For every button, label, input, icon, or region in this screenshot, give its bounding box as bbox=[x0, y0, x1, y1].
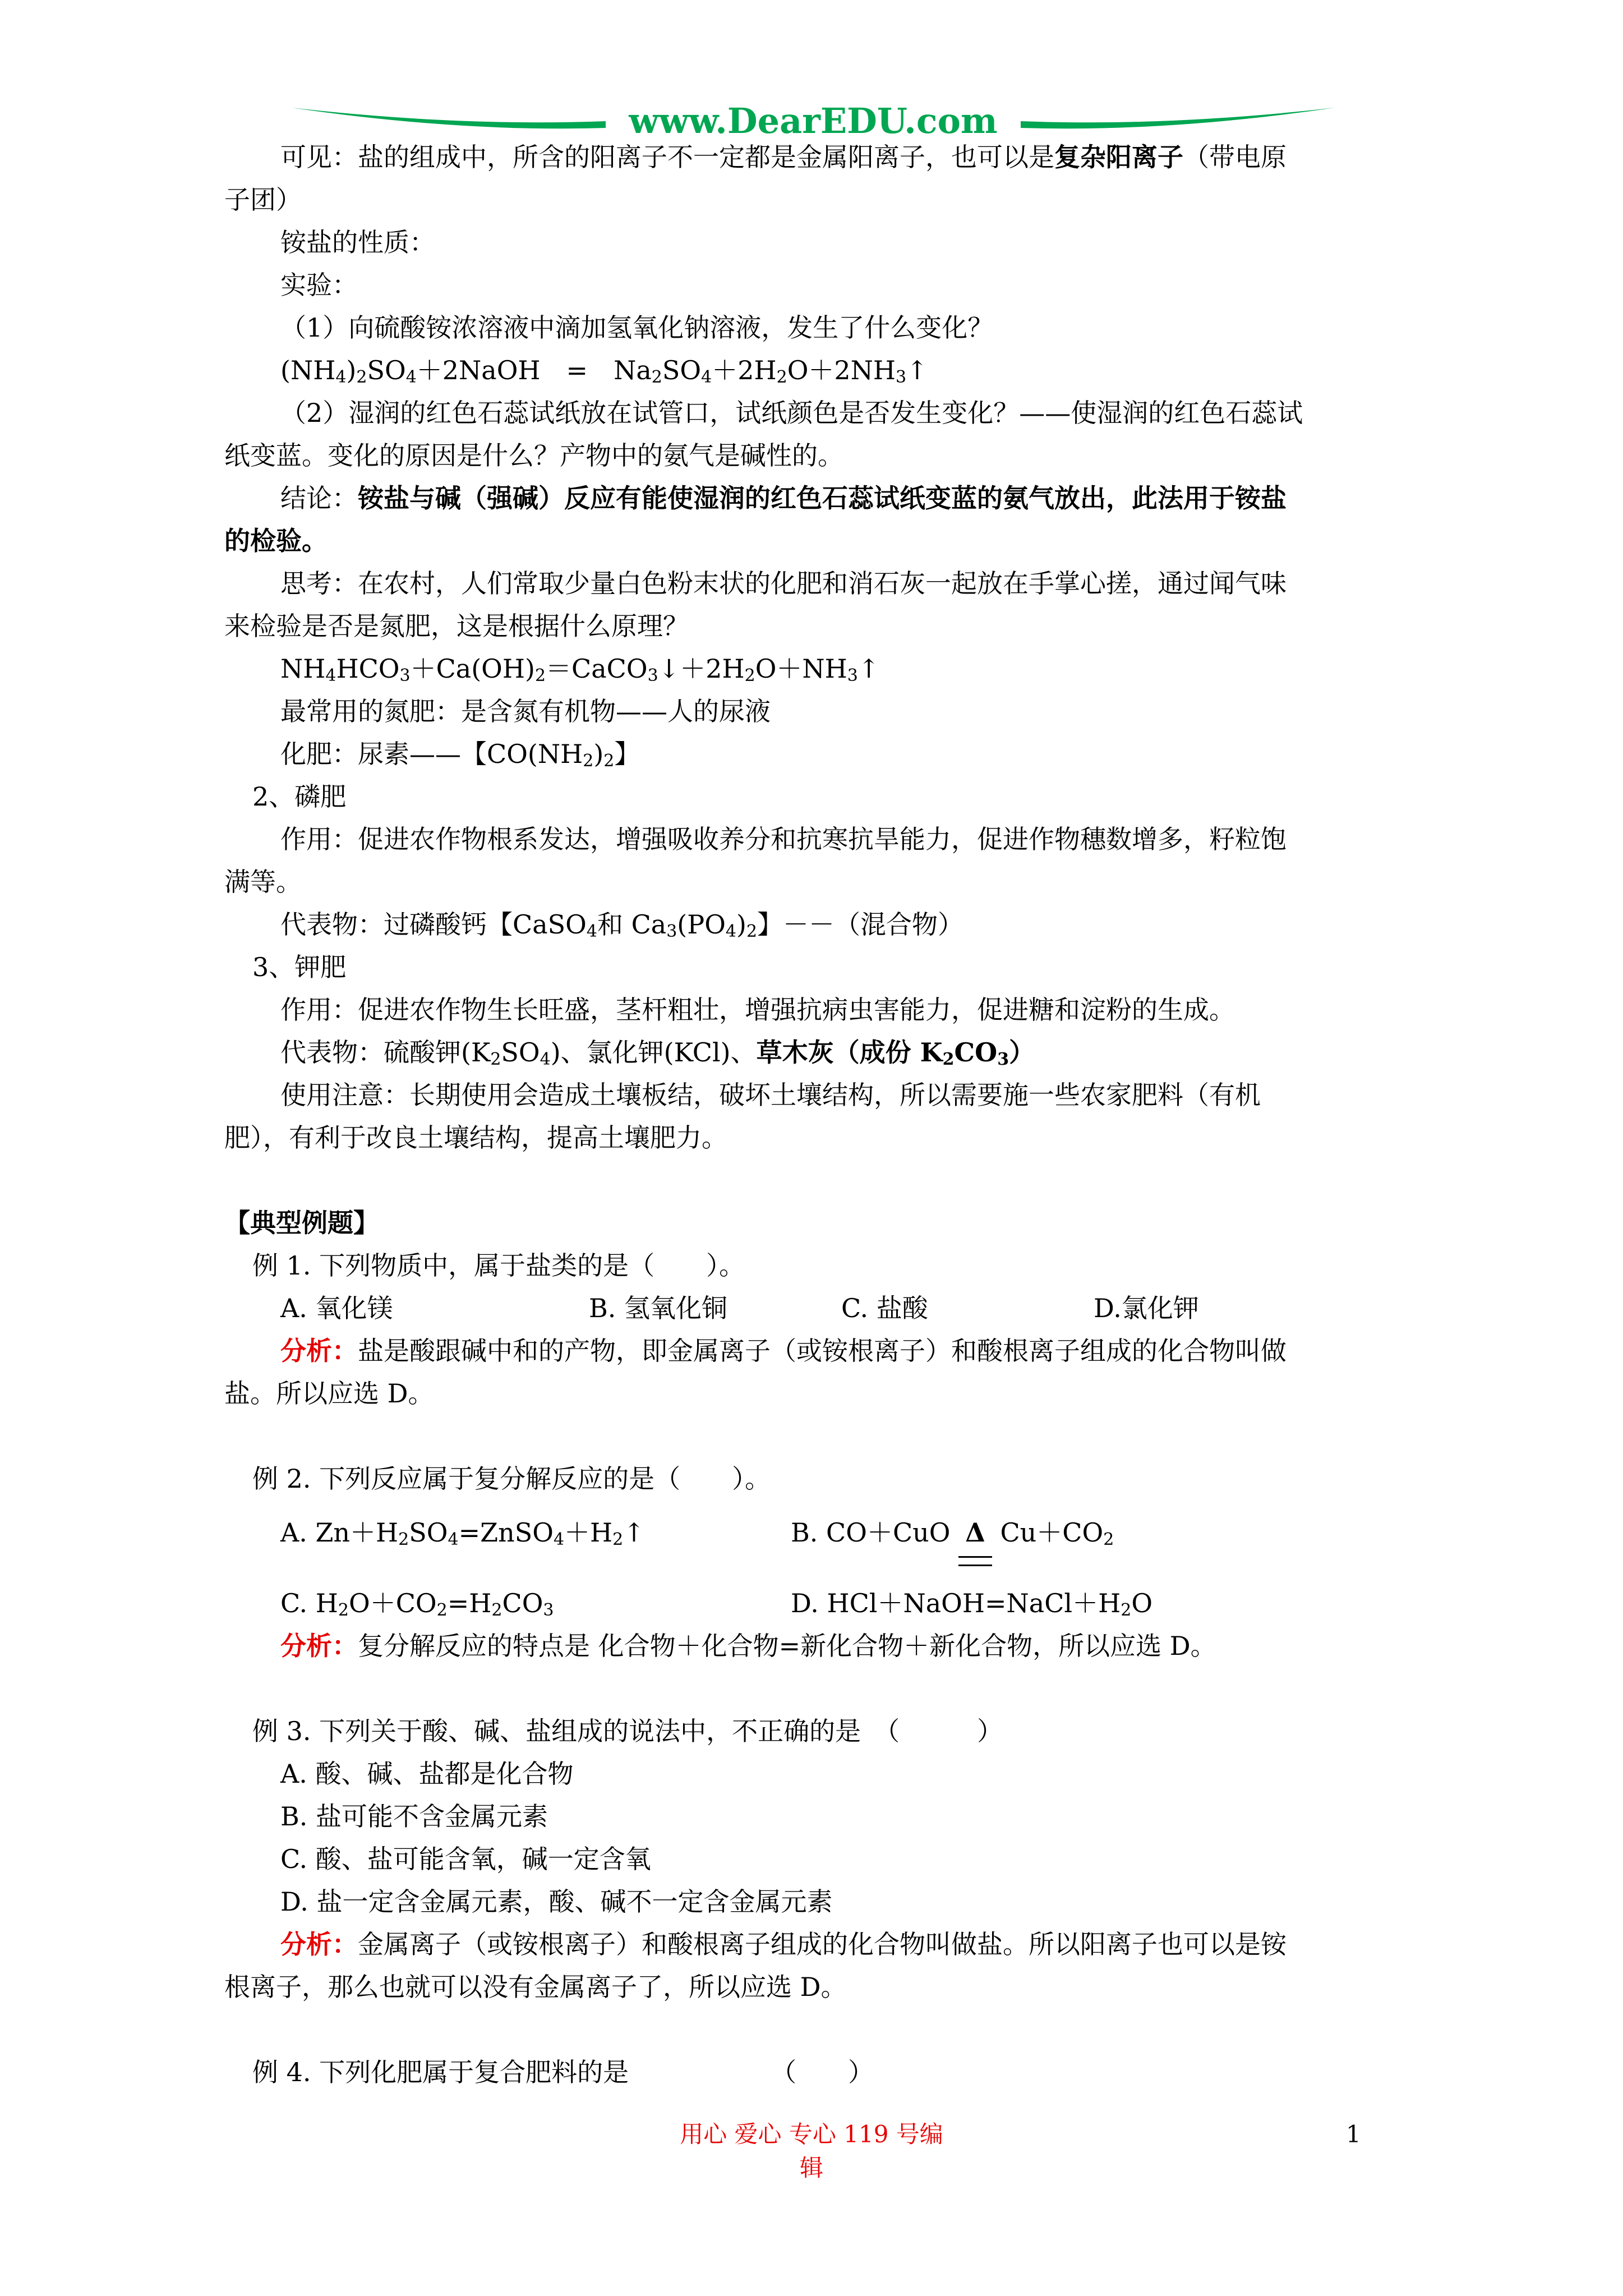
example-4-question: 例 4. 下列化肥属于复合肥料的是 （ ） bbox=[252, 2057, 874, 2087]
paragraph: 纸变蓝。变化的原因是什么？产物中的氨气是碱性的。 bbox=[224, 440, 843, 471]
example-3-option-c: C. 酸、盐可能含氧，碱一定含氧 bbox=[280, 1844, 651, 1874]
equation: $NH_4HCO_3+Ca(OH)_2=CaCO_3↓+2H_2O+NH_3↑$ bbox=[280, 654, 880, 685]
paragraph: 代表物：硫酸钾$(K_2SO_4)$、氯化钾(KCl)、草木灰（成份 $K_2CO_3$） bbox=[280, 1037, 1035, 1069]
example-3-analysis: 分析：金属离子（或铵根离子）和酸根离子组成的化合物叫做盐。所以阳离子也可以是铵 bbox=[280, 1929, 1287, 1959]
footer-credit: 用心 爱心 专心 119 号编辑 bbox=[680, 2120, 943, 2182]
paragraph: 作用：促进农作物生长旺盛，茎杆粗壮，增强抗病虫害能力，促进糖和淀粉的生成。 bbox=[280, 995, 1235, 1025]
example-1-question: 例 1. 下列物质中，属于盐类的是（ ）。 bbox=[252, 1250, 745, 1281]
heat-delta-sign: Δ bbox=[958, 1511, 992, 1554]
paragraph: 作用：促进农作物根系发达，增强吸收养分和抗寒抗旱能力，促进作物穗数增多，籽粒饱 bbox=[280, 824, 1287, 854]
paragraph: 使用注意：长期使用会造成土壤板结，破坏土壤结构，所以需要施一些农家肥料（有机 bbox=[280, 1080, 1261, 1110]
example-3-question: 例 3. 下列关于酸、碱、盐组成的说法中，不正确的是 （ ） bbox=[252, 1716, 1003, 1746]
example-3-option-d: D. 盐一定含金属元素，酸、碱不一定含金属元素 bbox=[280, 1887, 833, 1917]
example-3-analysis-cont: 根离子，那么也就可以没有金属离子了，所以应选 D。 bbox=[224, 1972, 847, 2002]
paragraph: 可见：盐的组成中，所含的阳离子不一定都是金属阳离子，也可以是复杂阳离子（带电原 bbox=[280, 142, 1287, 172]
document-body bbox=[224, 136, 1419, 2093]
paragraph: 铵盐的性质： bbox=[280, 227, 435, 257]
site-url: www.DearEDU.com bbox=[629, 100, 998, 141]
example-1-analysis: 分析：盐是酸跟碱中和的产物，即金属离子（或铵根离子）和酸根离子组成的化合物叫做 bbox=[280, 1336, 1287, 1366]
paragraph: 最常用的氮肥：是含氮有机物——人的尿液 bbox=[280, 696, 771, 726]
paragraph: 思考：在农村，人们常取少量白色粉末状的化肥和消石灰一起放在手掌心搓，通过闻气味 bbox=[280, 568, 1287, 599]
example-2-question: 例 2. 下列反应属于复分解反应的是（ ）。 bbox=[252, 1464, 771, 1494]
example-1-options: A. 氧化镁 B. 氢氧化铜 C. 盐酸 D.氯化钾 bbox=[280, 1293, 1199, 1323]
paragraph: 来检验是否是氮肥，这是根据什么原理？ bbox=[224, 611, 689, 641]
paragraph: 代表物：过磷酸钙【CaSO$_4$和 $Ca_3(PO_4)_2$】－－（混合物） bbox=[280, 909, 964, 941]
example-2-options-cd: C. $H_2O+CO_2=H_2CO_3$ D. $HCl+NaOH=NaCl+H_2O$ bbox=[280, 1588, 1153, 1620]
paragraph: 肥），有利于改良土壤结构，提高土壤肥力。 bbox=[224, 1122, 727, 1153]
paragraph: 子团） bbox=[224, 185, 302, 215]
conclusion: 结论：铵盐与碱（强碱）反应有能使湿润的红色石蕊试纸变蓝的氨气放出，此法用于铵盐 bbox=[280, 483, 1287, 513]
page-number: 1 bbox=[1346, 2120, 1361, 2148]
example-3-option-b: B. 盐可能不含金属元素 bbox=[280, 1801, 548, 1832]
example-2-options-ab: A. $Zn+H_2SO_4=ZnSO_4+H_2↑$ B. CO＋CuO Δ $Cu+CO_2$ bbox=[224, 1511, 1419, 1554]
page-footer bbox=[0, 2118, 1623, 2182]
paragraph: （1）向硫酸铵浓溶液中滴加氢氧化钠溶液，发生了什么变化？ bbox=[280, 312, 994, 343]
examples-title: 【典型例题】 bbox=[224, 1208, 379, 1238]
example-3-option-a: A. 酸、碱、盐都是化合物 bbox=[280, 1759, 574, 1789]
example-2-analysis: 分析：复分解反应的特点是 化合物＋化合物=新化合物＋新化合物，所以应选 D。 bbox=[280, 1631, 1216, 1661]
section-heading: 2、磷肥 bbox=[252, 781, 347, 812]
paragraph: 实验： bbox=[280, 270, 358, 300]
paragraph: 满等。 bbox=[224, 867, 302, 897]
paragraph: 化肥：尿素——【$CO(NH_2)_2$】 bbox=[280, 739, 640, 771]
example-1-analysis-cont: 盐。所以应选 D。 bbox=[224, 1378, 434, 1409]
paragraph: （2）湿润的红色石蕊试纸放在试管口，试纸颜色是否发生变化？——使湿润的红色石蕊试 bbox=[280, 398, 1303, 428]
equation: $(NH_4)_2SO_4+2NaOH$ = $Na_2SO_4+2H_2O+2NH_3↑$ bbox=[280, 355, 928, 387]
section-heading: 3、钾肥 bbox=[252, 952, 347, 982]
paragraph: 的检验。 bbox=[224, 526, 328, 556]
